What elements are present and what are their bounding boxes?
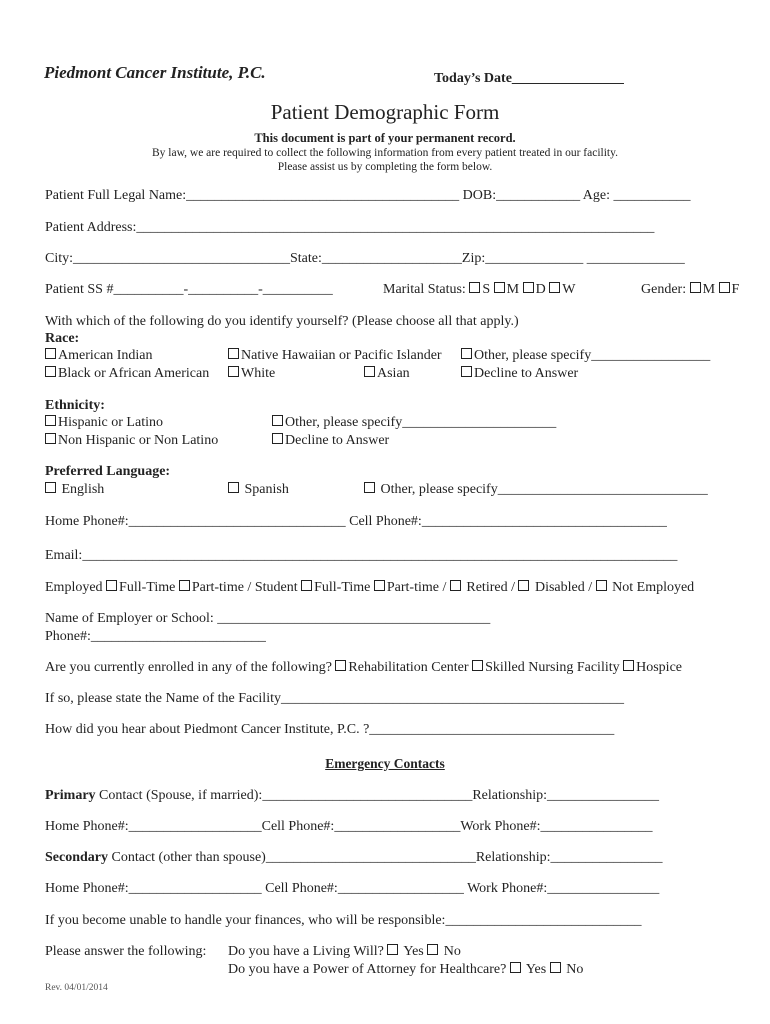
living-will-yes-label: Yes bbox=[403, 944, 424, 959]
ethnicity-decline[interactable] bbox=[272, 432, 389, 450]
race-american-indian-label: American Indian bbox=[58, 348, 153, 363]
race-black[interactable] bbox=[45, 365, 209, 383]
gender-label: Gender: bbox=[641, 282, 687, 297]
race-asian-checkbox[interactable] bbox=[364, 366, 375, 377]
hospice-checkbox[interactable] bbox=[623, 660, 634, 671]
poa-no-checkbox[interactable] bbox=[550, 962, 561, 973]
notice-line-1: This document is part of your permanent record. bbox=[254, 131, 516, 145]
race-american-indian[interactable] bbox=[45, 347, 152, 365]
marital-single-checkbox[interactable] bbox=[469, 282, 480, 293]
home-cell-phone-field[interactable]: Home Phone#:_______________________________ Cell Phone#:___________________________________ bbox=[45, 514, 667, 529]
poa-text: Do you have a Power of Attorney for Healthcare? bbox=[228, 962, 507, 977]
race-native-hawaiian-checkbox[interactable] bbox=[228, 348, 239, 359]
language-other-label: Other, please specify______________________________ bbox=[380, 482, 708, 497]
marital-married-checkbox[interactable] bbox=[494, 282, 505, 293]
living-will-no-label: No bbox=[443, 944, 461, 959]
primary-contact-field[interactable] bbox=[45, 787, 659, 805]
race-other[interactable] bbox=[461, 347, 710, 365]
final-questions-lead: Please answer the following: bbox=[45, 944, 207, 959]
ethnicity-hispanic[interactable] bbox=[45, 414, 163, 432]
student-fulltime-label: Full-Time bbox=[314, 580, 371, 595]
language-english-checkbox[interactable] bbox=[45, 482, 56, 493]
finances-responsible-field[interactable]: If you become unable to handle your finances, who will be responsible:____________________________ bbox=[45, 913, 642, 928]
city-state-zip-field[interactable]: City:_______________________________State:____________________Zip:______________ ______________ bbox=[45, 251, 685, 266]
identify-question: With which of the following do you identify yourself? (Please choose all that apply.) bbox=[45, 314, 519, 329]
secondary-phones-field[interactable]: Home Phone#:___________________ Cell Phone#:__________________ Work Phone#:________________ bbox=[45, 881, 660, 896]
ethnicity-non-hispanic-checkbox[interactable] bbox=[45, 433, 56, 444]
rehab-center-checkbox[interactable] bbox=[335, 660, 346, 671]
employ-parttime-student-label: Part-time / Student bbox=[191, 580, 298, 595]
race-black-label: Black or African American bbox=[58, 366, 210, 381]
facility-name-field[interactable]: If so, please state the Name of the Facility_________________________________________________ bbox=[45, 691, 624, 706]
email-field[interactable]: Email:_____________________________________________________________________________________ bbox=[45, 548, 678, 563]
name-dob-age-field[interactable]: Patient Full Legal Name:_______________________________________ DOB:____________ Age: ___________ bbox=[45, 188, 691, 203]
institution-name: Piedmont Cancer Institute, P.C. bbox=[44, 63, 266, 82]
emergency-contacts-heading: Emergency Contacts bbox=[325, 756, 445, 771]
ethnicity-non-hispanic[interactable] bbox=[45, 432, 218, 450]
language-other[interactable] bbox=[364, 481, 708, 499]
gender bbox=[641, 281, 739, 299]
poa-yes-label: Yes bbox=[525, 962, 547, 977]
employment-status bbox=[45, 579, 694, 597]
ss-field[interactable]: Patient SS #__________-__________-__________ bbox=[45, 282, 333, 297]
marital-divorced-label: D bbox=[535, 282, 546, 297]
marital-status bbox=[383, 281, 575, 299]
marital-status-label: Marital Status: bbox=[383, 282, 466, 297]
employ-fulltime-checkbox[interactable] bbox=[106, 580, 117, 591]
race-asian[interactable] bbox=[364, 365, 410, 383]
marital-widowed-label: W bbox=[562, 282, 576, 297]
marital-single-label: S bbox=[482, 282, 491, 297]
language-spanish[interactable] bbox=[228, 481, 289, 499]
secondary-label: Secondary bbox=[45, 850, 108, 865]
rehab-center-label: Rehabilitation Center bbox=[348, 660, 469, 675]
marital-divorced-checkbox[interactable] bbox=[523, 282, 534, 293]
language-english-label: English bbox=[61, 482, 105, 497]
skilled-nursing-label: Skilled Nursing Facility bbox=[485, 660, 620, 675]
student-fulltime-checkbox[interactable] bbox=[301, 580, 312, 591]
address-field[interactable]: Patient Address:__________________________________________________________________________ bbox=[45, 220, 655, 235]
marital-widowed-checkbox[interactable] bbox=[549, 282, 560, 293]
skilled-nursing-checkbox[interactable] bbox=[472, 660, 483, 671]
race-white-checkbox[interactable] bbox=[228, 366, 239, 377]
primary-contact-text: Contact (Spouse, if married):______________________________Relationship:________________ bbox=[95, 788, 659, 803]
primary-label: Primary bbox=[45, 788, 96, 803]
retired-label: Retired / bbox=[466, 580, 515, 595]
poa-yes-checkbox[interactable] bbox=[510, 962, 521, 973]
poa-question bbox=[228, 961, 583, 979]
gender-female-checkbox[interactable] bbox=[719, 282, 730, 293]
ethnicity-other-checkbox[interactable] bbox=[272, 415, 283, 426]
ethnicity-other-label: Other, please specify______________________ bbox=[285, 415, 557, 430]
race-decline-label: Decline to Answer bbox=[474, 366, 579, 381]
not-employed-checkbox[interactable] bbox=[596, 580, 607, 591]
page-title: Patient Demographic Form bbox=[270, 100, 500, 124]
living-will-question bbox=[228, 943, 461, 961]
referral-source-field[interactable]: How did you hear about Piedmont Cancer Institute, P.C. ?___________________________________ bbox=[45, 722, 615, 737]
hospice-label: Hospice bbox=[636, 660, 683, 675]
language-other-checkbox[interactable] bbox=[364, 482, 375, 493]
ethnicity-non-hispanic-label: Non Hispanic or Non Latino bbox=[58, 433, 219, 448]
language-spanish-label: Spanish bbox=[244, 482, 289, 497]
student-parttime-checkbox[interactable] bbox=[374, 580, 385, 591]
race-asian-label: Asian bbox=[377, 366, 410, 381]
primary-phones-field[interactable]: Home Phone#:___________________Cell Phone#:__________________Work Phone#:________________ bbox=[45, 819, 653, 834]
ethnicity-hispanic-label: Hispanic or Latino bbox=[58, 415, 163, 430]
living-will-no-checkbox[interactable] bbox=[427, 944, 438, 955]
todays-date-field[interactable]: Today’s Date________________ bbox=[434, 71, 624, 86]
race-white[interactable] bbox=[228, 365, 275, 383]
race-decline-checkbox[interactable] bbox=[461, 366, 472, 377]
employer-phone-field[interactable]: Phone#:_________________________ bbox=[45, 629, 266, 644]
race-other-checkbox[interactable] bbox=[461, 348, 472, 359]
employ-fulltime-label: Full-Time bbox=[119, 580, 176, 595]
race-native-hawaiian-label: Native Hawaiian or Pacific Islander bbox=[241, 348, 442, 363]
notice-line-2: By law, we are required to collect the following information from every patient treated in our facility. bbox=[151, 147, 618, 159]
retired-checkbox[interactable] bbox=[450, 580, 461, 591]
student-parttime-label: Part-time / bbox=[386, 580, 447, 595]
race-american-indian-checkbox[interactable] bbox=[45, 348, 56, 359]
race-heading: Race: bbox=[45, 331, 80, 346]
secondary-contact-field[interactable] bbox=[45, 849, 663, 867]
race-black-checkbox[interactable] bbox=[45, 366, 56, 377]
disabled-checkbox[interactable] bbox=[518, 580, 529, 591]
race-native-hawaiian[interactable] bbox=[228, 347, 442, 365]
living-will-yes-checkbox[interactable] bbox=[387, 944, 398, 955]
ethnicity-decline-label: Decline to Answer bbox=[285, 433, 390, 448]
gender-female-label: F bbox=[731, 282, 740, 297]
race-decline[interactable] bbox=[461, 365, 578, 383]
employer-field[interactable]: Name of Employer or School: _______________________________________ bbox=[45, 611, 491, 626]
ethnicity-other[interactable] bbox=[272, 414, 556, 432]
employment-label: Employed bbox=[45, 580, 103, 595]
race-other-label: Other, please specify_________________ bbox=[474, 348, 711, 363]
language-heading: Preferred Language: bbox=[45, 464, 171, 479]
employ-parttime-student-checkbox[interactable] bbox=[179, 580, 190, 591]
gender-male-label: M bbox=[702, 282, 716, 297]
ethnicity-hispanic-checkbox[interactable] bbox=[45, 415, 56, 426]
revision-date: Rev. 04/01/2014 bbox=[45, 983, 108, 993]
secondary-contact-text: Contact (other than spouse)______________________________Relationship:________________ bbox=[108, 850, 663, 865]
enrollment-question-text: Are you currently enrolled in any of the following? bbox=[45, 660, 332, 675]
ethnicity-decline-checkbox[interactable] bbox=[272, 433, 283, 444]
marital-married-label: M bbox=[506, 282, 520, 297]
enrollment-question bbox=[45, 659, 682, 677]
notice-line-3: Please assist us by completing the form below. bbox=[277, 161, 493, 173]
disabled-label: Disabled / bbox=[534, 580, 593, 595]
language-spanish-checkbox[interactable] bbox=[228, 482, 239, 493]
ethnicity-heading: Ethnicity: bbox=[45, 398, 105, 413]
language-english[interactable] bbox=[45, 481, 104, 499]
gender-male-checkbox[interactable] bbox=[690, 282, 701, 293]
not-employed-label: Not Employed bbox=[612, 580, 695, 595]
race-white-label: White bbox=[241, 366, 276, 381]
living-will-text: Do you have a Living Will? bbox=[228, 944, 384, 959]
poa-no-label: No bbox=[566, 962, 584, 977]
